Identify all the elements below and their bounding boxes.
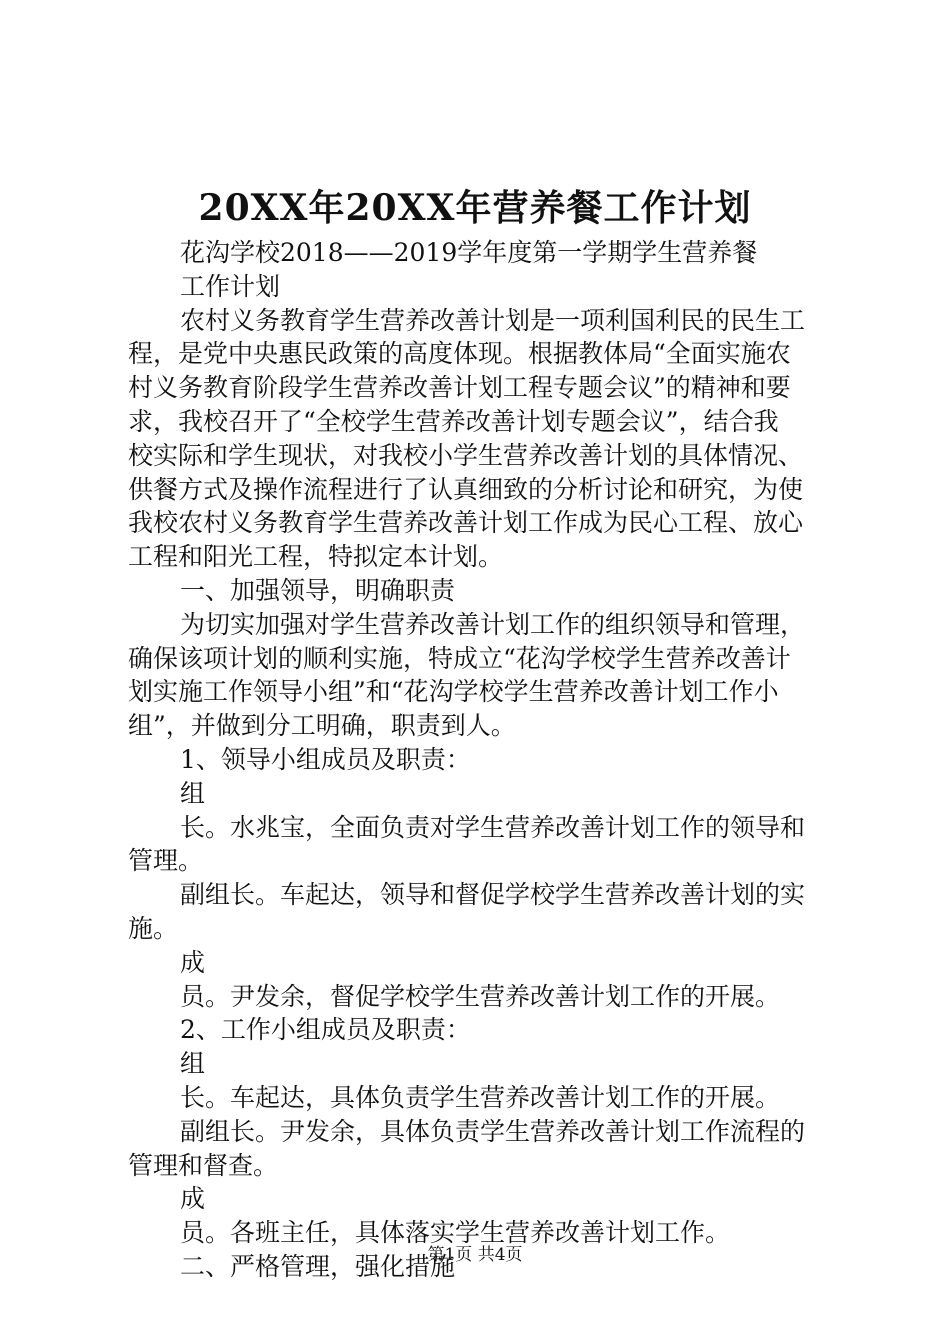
text-line: 成 [180, 1184, 206, 1214]
text-line: 管理。 [128, 846, 204, 876]
text-line: 成 [180, 947, 206, 977]
text-line: 求，我校召开了“全校学生营养改善计划专题会议”，结合我 [128, 406, 779, 436]
subsection-heading: 1、领导小组成员及职责： [180, 744, 471, 774]
text-line: 组”，并做到分工明确，职责到人。 [128, 711, 516, 741]
text-line: 供餐方式及操作流程进行了认真细致的分析讨论和研究，为使 [128, 474, 804, 504]
text-line: 工作计划 [180, 271, 281, 301]
page-number: 第1页 共4页 [427, 1245, 523, 1265]
document-body [128, 236, 834, 1284]
text-line: 组 [180, 778, 206, 808]
section-heading: 一、加强领导，明确职责 [180, 575, 456, 605]
text-line: 员。尹发余，督促学校学生营养改善计划工作的开展。 [180, 981, 781, 1011]
text-line: 我校农村义务教育学生营养改善计划工作成为民心工程、放心 [128, 508, 804, 538]
text-line: 副组长。尹发余，具体负责学生营养改善计划工作流程的 [180, 1116, 806, 1146]
subsection-heading: 2、工作小组成员及职责： [180, 1015, 471, 1045]
text-line: 农村义务教育学生营养改善计划是一项利国利民的民生工 [180, 305, 806, 335]
text-line: 划实施工作领导小组”和“花沟学校学生营养改善计划工作小 [128, 677, 779, 707]
section-heading: 二、严格管理，强化措施 [180, 1251, 456, 1281]
text-line: 花沟学校2018——2019学年度第一学期学生营养餐 [180, 238, 758, 267]
text-line: 村义务教育阶段学生营养改善计划工程专题会议”的精神和要 [128, 373, 791, 403]
text-line: 副组长。车起达，领导和督促学校学生营养改善计划的实 [180, 880, 806, 910]
text-line: 校实际和学生现状，对我校小学生营养改善计划的具体情况、 [128, 440, 804, 470]
text-line: 确保该项计划的顺利实施，特成立“花沟学校学生营养改善计 [128, 643, 791, 673]
text-line: 长。车起达，具体负责学生营养改善计划工作的开展。 [180, 1082, 781, 1112]
text-line: 为切实加强对学生营养改善计划工作的组织领导和管理， [180, 609, 806, 639]
text-line: 程，是党中央惠民政策的高度体现。根据教体局“全面实施农 [128, 339, 791, 369]
text-line: 施。 [128, 913, 179, 943]
text-line: 工程和阳光工程，特拟定本计划。 [128, 542, 504, 572]
text-line: 长。水兆宝，全面负责对学生营养改善计划工作的领导和 [180, 812, 806, 842]
document-title: 20XX年20XX年营养餐工作计划 [198, 187, 752, 229]
text-line: 员。各班主任，具体落实学生营养改善计划工作。 [180, 1218, 731, 1248]
text-line: 管理和督查。 [128, 1150, 279, 1180]
text-line: 组 [180, 1049, 206, 1079]
